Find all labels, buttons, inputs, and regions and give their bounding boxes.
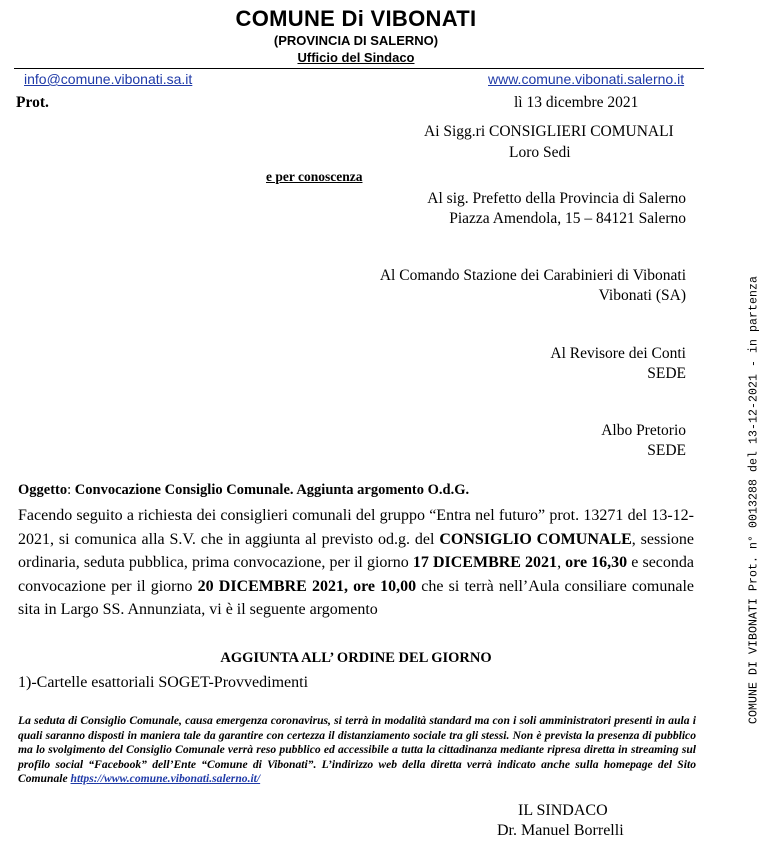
recipient-albo: Albo Pretorio	[601, 422, 686, 439]
body-text: che si terrà nell’Aula consiliare comunale sita in Largo SS. Annunziata, vi è il seguente argomento	[18, 577, 695, 618]
recipient-revisore-sede: SEDE	[647, 365, 686, 382]
body-bold: 17 DICEMBRE 2021	[412, 554, 558, 571]
body-text: e seconda convocazione per il giorno	[18, 554, 695, 595]
signature-name: Dr. Manuel Borrelli	[497, 822, 624, 839]
recipient-carabinieri: Al Comando Stazione dei Carabinieri di Vibonati	[379, 267, 686, 284]
note-text: La seduta di Consiglio Comunale, causa emergenza coronavirus, si terrà in modalità standard ma con i soli amministratori presenti in aula i quali saranno disposti in maniera tale da garantire con certezza il distanziamento sociale tra gli stessi. Non è prevista la presenza di pubblico ma lo svolgimento del Consiglio Comunale verrà reso pubblico ed accessibile a tutta la cittadinanza mediante ripresa diretta in streaming sul profilo social “Facebook” dell’Ente “Comune di Vibonati”. L’indirizzo web della diretta verrà indicato anche sulla homepage del Sito Comunale	[18, 714, 696, 786]
body-bold: ore 16,30	[565, 554, 628, 571]
office-name: Ufficio del Sindaco	[297, 50, 415, 65]
document-title: COMUNE Di VIBONATI	[235, 6, 477, 31]
body-paragraph	[18, 504, 694, 622]
body-text: ,	[557, 554, 566, 571]
body-bold: 20 DICEMBRE 2021, ore 10,00	[197, 577, 417, 595]
recipient-consiglieri-sedi: Loro Sedi	[509, 144, 571, 161]
recipient-albo-sede: SEDE	[647, 442, 686, 459]
subject-label: Oggetto	[18, 482, 68, 498]
body-bold: CONSIGLIO COMUNALE	[439, 530, 632, 548]
document-date: lì 13 dicembre 2021	[514, 94, 639, 111]
streaming-note	[18, 714, 696, 787]
website-link[interactable]: www.comune.vibonati.salerno.it	[488, 71, 685, 87]
protocol-stamp-text: COMUNE DI VIBONATI Prot. n° 0013288 del 13-12-2021 - in partenza	[747, 275, 761, 725]
agenda-item: 1)-Cartelle esattoriali SOGET-Provvedimenti	[18, 674, 309, 691]
signature-role: IL SINDACO	[518, 802, 608, 819]
subject-line: Oggetto: Convocazione Consiglio Comunale. Aggiunta argomento O.d.G.	[18, 482, 470, 498]
recipient-revisore: Al Revisore dei Conti	[550, 345, 686, 362]
protocol-label: Prot.	[16, 94, 49, 111]
recipient-carabinieri-location: Vibonati (SA)	[598, 287, 686, 304]
recipient-prefetto-address: Piazza Amendola, 15 – 84121 Salerno	[449, 210, 686, 227]
province-subtitle: (PROVINCIA DI SALERNO)	[273, 33, 439, 48]
body-text: Facendo seguito a richiesta dei consiglieri comunali del gruppo “Entra nel futuro” prot. 13271 del 13-12-2021, si comunica alla S.V. che in aggiunta al previsto od.g. del	[18, 507, 694, 548]
agenda-heading: AGGIUNTA ALL’ ORDINE DEL GIORNO	[220, 650, 492, 666]
subject-text: Convocazione Consiglio Comunale. Aggiunta argomento O.d.G.	[74, 482, 470, 498]
body-text: , sessione ordinaria, seduta pubblica, prima convocazione, per il giorno	[18, 530, 695, 571]
recipient-consiglieri: Ai Sigg.ri CONSIGLIERI COMUNALI	[424, 123, 674, 140]
header-divider	[14, 68, 704, 69]
recipient-prefetto: Al sig. Prefetto della Provincia di Salerno	[427, 190, 686, 207]
email-link[interactable]: info@comune.vibonati.sa.it	[24, 71, 193, 87]
site-link[interactable]: https://www.comune.vibonati.salerno.it/	[70, 772, 261, 786]
per-conoscenza-label: e per conoscenza	[266, 169, 363, 184]
